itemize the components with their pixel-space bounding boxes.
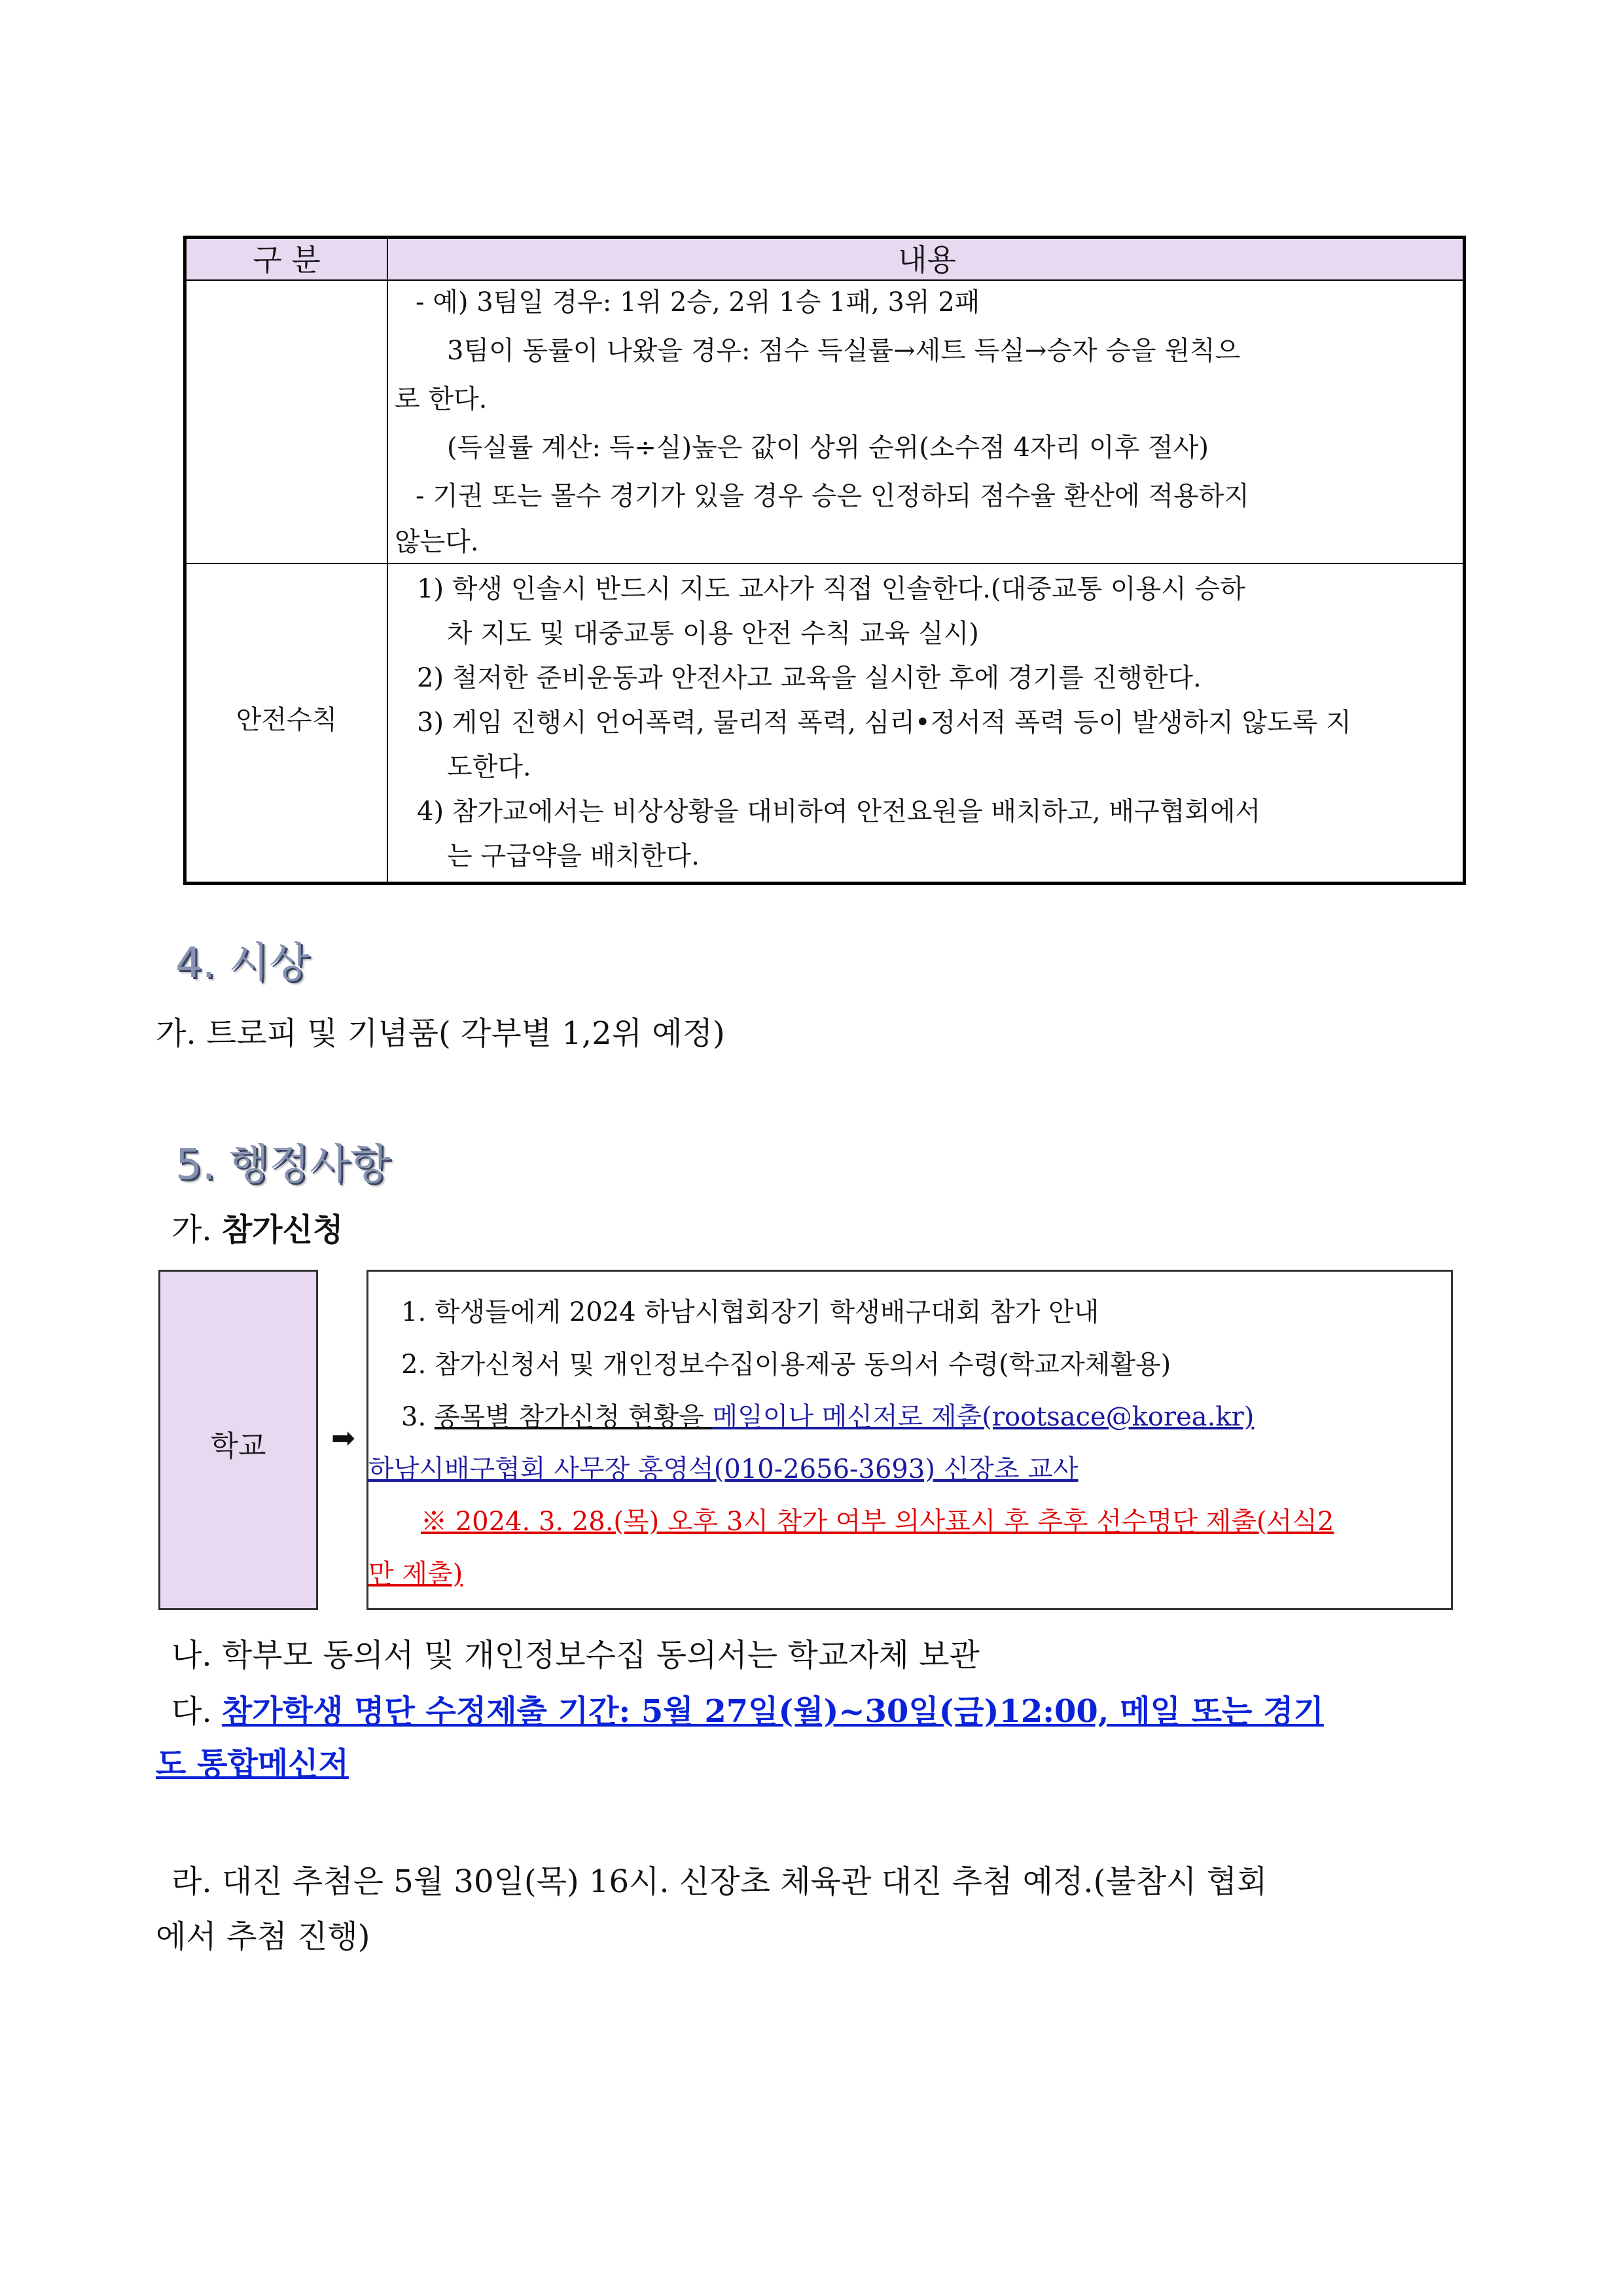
section5-da-line-2	[156, 1738, 349, 1784]
row2-line-6: 4) 참가교에서는 비상상황을 대비하여 안전요원을 배치하고, 배구협회에서	[417, 797, 1261, 827]
section5-ra-line-1: 라. 대진 추첨은 5월 30일(목) 16시. 신장초 체육관 대진 추첨 예정.(불참시 협회	[171, 1863, 1268, 1900]
row1-line-3: 로 한다.	[395, 384, 488, 414]
section5-da-line-1	[171, 1686, 1324, 1731]
row1-line-4: (득실률 계산: 득÷실)높은 값이 상위 순위(소수점 4자리 이후 절사)	[447, 433, 1209, 463]
header-content: 내용	[898, 242, 956, 278]
da-deadline-text: 참가학생 명단 수정제출 기간: 5월 27일(월)~30일(금)12:00, 메일 또는 경기	[221, 1693, 1324, 1730]
section5-ra-line-2: 에서 추첨 진행)	[156, 1918, 370, 1955]
row1-line-1: - 예) 3팀일 경우: 1위 2승, 2위 1승 1패, 3위 2패	[416, 287, 980, 317]
section5-heading: 5. 행정사항	[175, 1141, 391, 1189]
info-line-2: 2. 참가신청서 및 개인정보수집이용제공 동의서 수령(학교자체활용)	[401, 1350, 1171, 1380]
info-line-6-deadline: 만 제출)	[368, 1559, 463, 1589]
info-line-5-deadline: ※ 2024. 3. 28.(목) 오후 3시 참가 여부 의사표시 후 추후 선수명단 제출(서식2	[421, 1507, 1334, 1537]
table-row-divider	[187, 563, 1463, 564]
row1-line-6: 않는다.	[395, 527, 479, 557]
row2-line-3: 2) 철저한 준비운동과 안전사고 교육을 실시한 후에 경기를 진행한다.	[417, 663, 1202, 693]
info-line-3-prefix: 3.	[401, 1402, 435, 1432]
row2-line-4: 3) 게임 진행시 언어폭력, 물리적 폭력, 심리•정서적 폭력 등이 발생하지 않도록 지	[417, 708, 1351, 738]
school-box	[158, 1270, 318, 1610]
row1-line-2-text: 3팀이 동률이 나왔을 경우: 점수 득실률→세트 득실→승자 승을 원칙으	[447, 336, 1241, 366]
right-arrow-icon: ➡	[331, 1422, 355, 1455]
info-line-3	[401, 1396, 1254, 1433]
section4-heading: 4. 시상	[175, 939, 310, 988]
da-prefix: 다.	[171, 1693, 212, 1730]
row1-line-5: - 기권 또는 몰수 경기가 있을 경우 승은 인정하되 점수율 환산에 적용하지	[416, 481, 1249, 511]
row2-line-5: 도한다.	[447, 752, 531, 782]
row1-line-2	[447, 328, 1514, 374]
row2-label-safety: 안전수칙	[236, 705, 338, 735]
header-category: 구 분	[253, 242, 321, 278]
section5-ga-heading	[171, 1204, 343, 1249]
school-label: 학교	[210, 1429, 266, 1463]
ga-title: 참가신청	[221, 1211, 344, 1248]
section5-na: 나. 학부모 동의서 및 개인정보수집 동의서는 학교자체 보관	[171, 1637, 980, 1674]
row2-line-2: 차 지도 및 대중교통 이용 안전 수칙 교육 실시)	[447, 619, 979, 649]
rules-table	[183, 236, 1466, 885]
info-line-3-email[interactable]: 메일이나 메신저로 제출(rootsace@korea.kr)	[712, 1402, 1255, 1432]
info-line-3-status: 종목별 참가신청 현황을	[434, 1402, 713, 1432]
ga-prefix: 가.	[171, 1211, 212, 1248]
info-line-4-contact: 하남시배구협회 사무장 홍영석(010-2656-3693) 신장초 교사	[368, 1454, 1079, 1484]
section4-item-ga: 가. 트로피 및 기념품( 각부별 1,2위 예정)	[156, 1015, 725, 1052]
info-line-1: 1. 학생들에게 2024 하남시협회장기 학생배구대회 참가 안내	[401, 1297, 1099, 1327]
table-column-divider	[387, 239, 388, 882]
da-deadline-text-2: 도 통합메신저	[156, 1746, 349, 1782]
application-info-box	[366, 1270, 1453, 1610]
row2-line-7: 는 구급약을 배치한다.	[447, 841, 700, 871]
row2-line-1: 1) 학생 인솔시 반드시 지도 교사가 직접 인솔한다.(대중교통 이용시 승하	[417, 574, 1245, 604]
